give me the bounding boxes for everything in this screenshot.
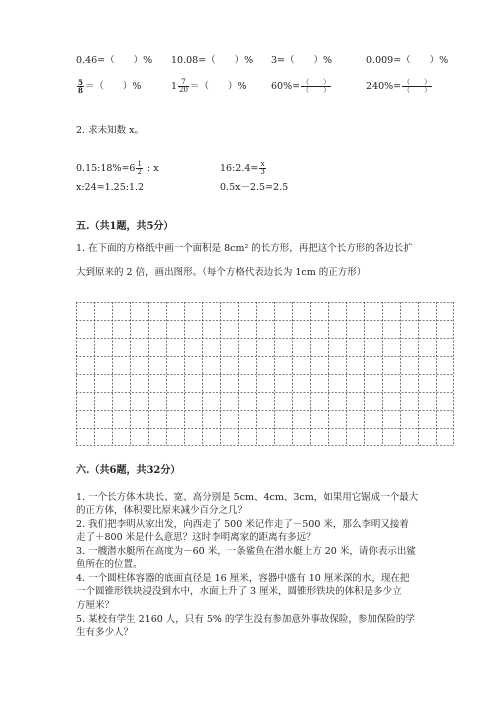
section-6-line-2: 的正方体，体积要比原来减少百分之几？ xyxy=(76,505,248,516)
equation-3: x:24=1.25:1.2 xyxy=(76,182,145,193)
exercise-2-c: 60%= $\frac{( )}{( )}$ xyxy=(271,78,331,94)
exercise-1-a: 0.46=（ ）% xyxy=(76,55,153,66)
section-6-line-9: 方厘米？ xyxy=(76,600,115,611)
equation-4: 0.5x－2.5=2.5 xyxy=(220,182,289,193)
exercise-1-b: 10.08=（ ）% xyxy=(171,55,254,66)
section-5-heading: 五.（共1题，共5分） xyxy=(76,221,174,232)
exercise-2-d: 240%= $\frac{( )}{( )}$ xyxy=(366,78,432,94)
section-5-question-line-1: 1. 在下面的方格纸中画一个面积是 8cm² 的长方形，再把这个长方形的各边长扩 xyxy=(76,243,413,254)
section-6-line-11: 生有多少人？ xyxy=(76,627,134,638)
exercise-1-c: 3=（ ）% xyxy=(271,55,333,66)
section-6-line-7: 4. 一个圆柱体容器的底面直径是 16 厘米，容器中盛有 10 厘米深的水，现在把 xyxy=(76,573,410,584)
section-6-heading: 六.（共6题，共32分） xyxy=(76,465,181,476)
section-6-line-6: 鱼所在的位置。 xyxy=(76,559,143,570)
section-6-line-10: 5. 某校有学生 2160 人，只有 5% 的学生没有参加意外事故保险，参加保险的学 xyxy=(76,614,415,625)
equation-1: 0.15:18%=6 $\frac{1}{2}$ : x xyxy=(76,160,159,176)
exercise-2-a: $\frac{5}{8}$ ＝（ ）% xyxy=(78,78,142,95)
question-2-title: 2. 求未知数 x。 xyxy=(76,125,144,136)
section-6-line-4: 走了＋800 米是什么意思？这时李明离家的距离有多远？ xyxy=(76,532,316,543)
section-5-question-line-2: 大到原来的 2 倍，画出图形。（每个方格代表边长为 1cm 的正方形） xyxy=(76,267,367,278)
exercise-2-b: 1 $\frac{7}{20}$ ＝（ ）% xyxy=(171,78,247,94)
section-6-line-3: 2. 我们把李明从家出发，向西走了 500 米记作走了－500 米，那么李明又接着 xyxy=(76,519,409,530)
section-6-line-8: 一个圆锥形铁块浸没到水中，水面上升了 3 厘米，圆锥形铁块的体积是多少立 xyxy=(76,586,402,597)
equation-2: 16:2.4= $\frac{x}{3}$ xyxy=(220,160,265,176)
square-grid xyxy=(76,302,454,446)
exercise-1-d: 0.009=（ ）% xyxy=(366,55,449,66)
section-6-line-5: 3. 一艘潜水艇所在高度为－60 米，一条鲨鱼在潜水艇上方 20 米，请你表示出鲨 xyxy=(76,546,416,557)
section-6-line-1: 1. 一个长方体木块长、宽、高分别是 5cm、4cm、3cm，如果用它锯成一个最大 xyxy=(76,492,419,503)
